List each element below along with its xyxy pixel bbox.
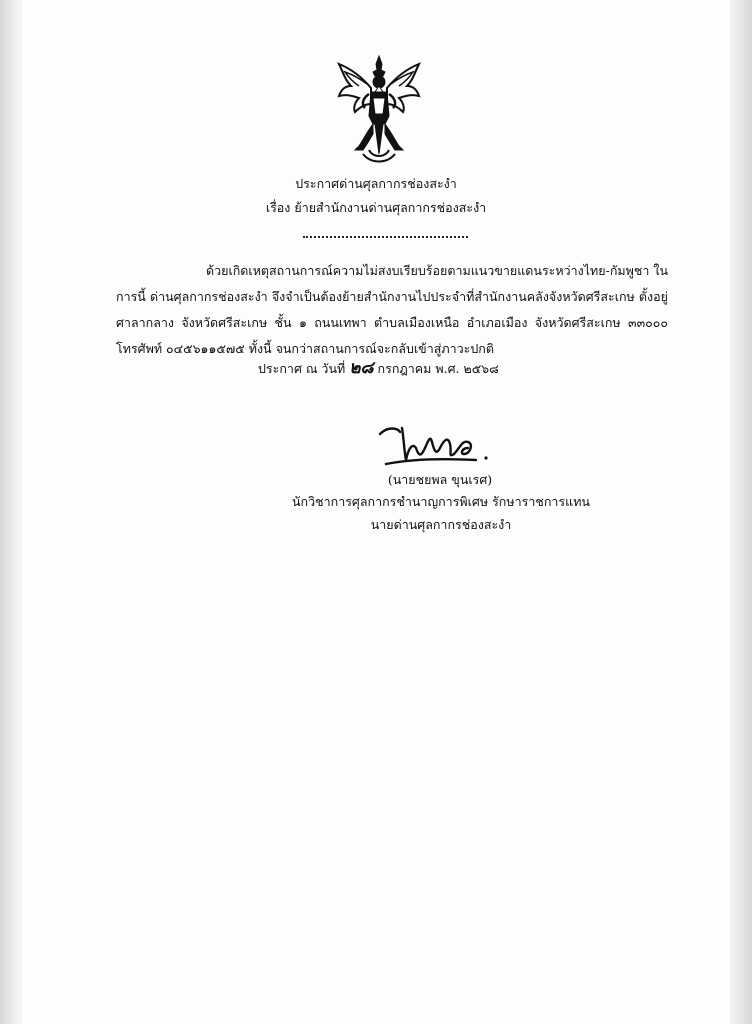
- announcement-date: [258, 358, 499, 378]
- date-day-handwritten: ๒๘: [349, 358, 374, 378]
- signatory-position: นักวิชาการศุลกากรชำนาญการพิเศษ รักษาราชการแทน: [292, 494, 590, 509]
- garuda-emblem-icon: [333, 54, 425, 166]
- handwritten-signature: [376, 420, 496, 470]
- body-text: ด้วยเกิดเหตุสถานการณ์ความไม่สงบเรียบร้อยตามแนวขายแดนระหว่างไทย-กัมพูชา ในการนี้ ด่านศุลกากรช่องสะงำ จึงจำเป็นต้องย้ายสำนักงานไปประจำที่สำนักงานคลังจังหวัดศรีสะเกษ ตั้งอยู่ศาลากลาง จังหวัดศรีสะเกษ ชั้น ๑ ถนนเทพา ตำบลเมืองเหนือ อำเภอเมือง จังหวัดศรีสะเกษ ๓๓๐๐๐ โทรศัพท์ ๐๔๕๖๑๑๕๗๕ ทั้งนี้ จนกว่าสถานการณ์จะกลับเข้าสู่ภาวะปกติ: [116, 263, 668, 356]
- signatory-name: (นายชยพล ขุนเรศ): [387, 472, 493, 487]
- announcement-body: [116, 258, 668, 362]
- date-month-year: กรกฎาคม พ.ศ. ๒๕๖๘: [377, 361, 499, 376]
- dotted-divider: [303, 236, 468, 238]
- announcement-subject: เรื่อง ย้ายสำนักงานด่านศุลกากรช่องสะงำ: [265, 200, 487, 215]
- signatory-office: นายด่านศุลกากรช่องสะงำ: [370, 517, 512, 532]
- announcement-title: ประกาศด่านศุลกากรช่องสะงำ: [295, 176, 457, 191]
- date-prefix: ประกาศ ณ วันที่: [258, 361, 346, 376]
